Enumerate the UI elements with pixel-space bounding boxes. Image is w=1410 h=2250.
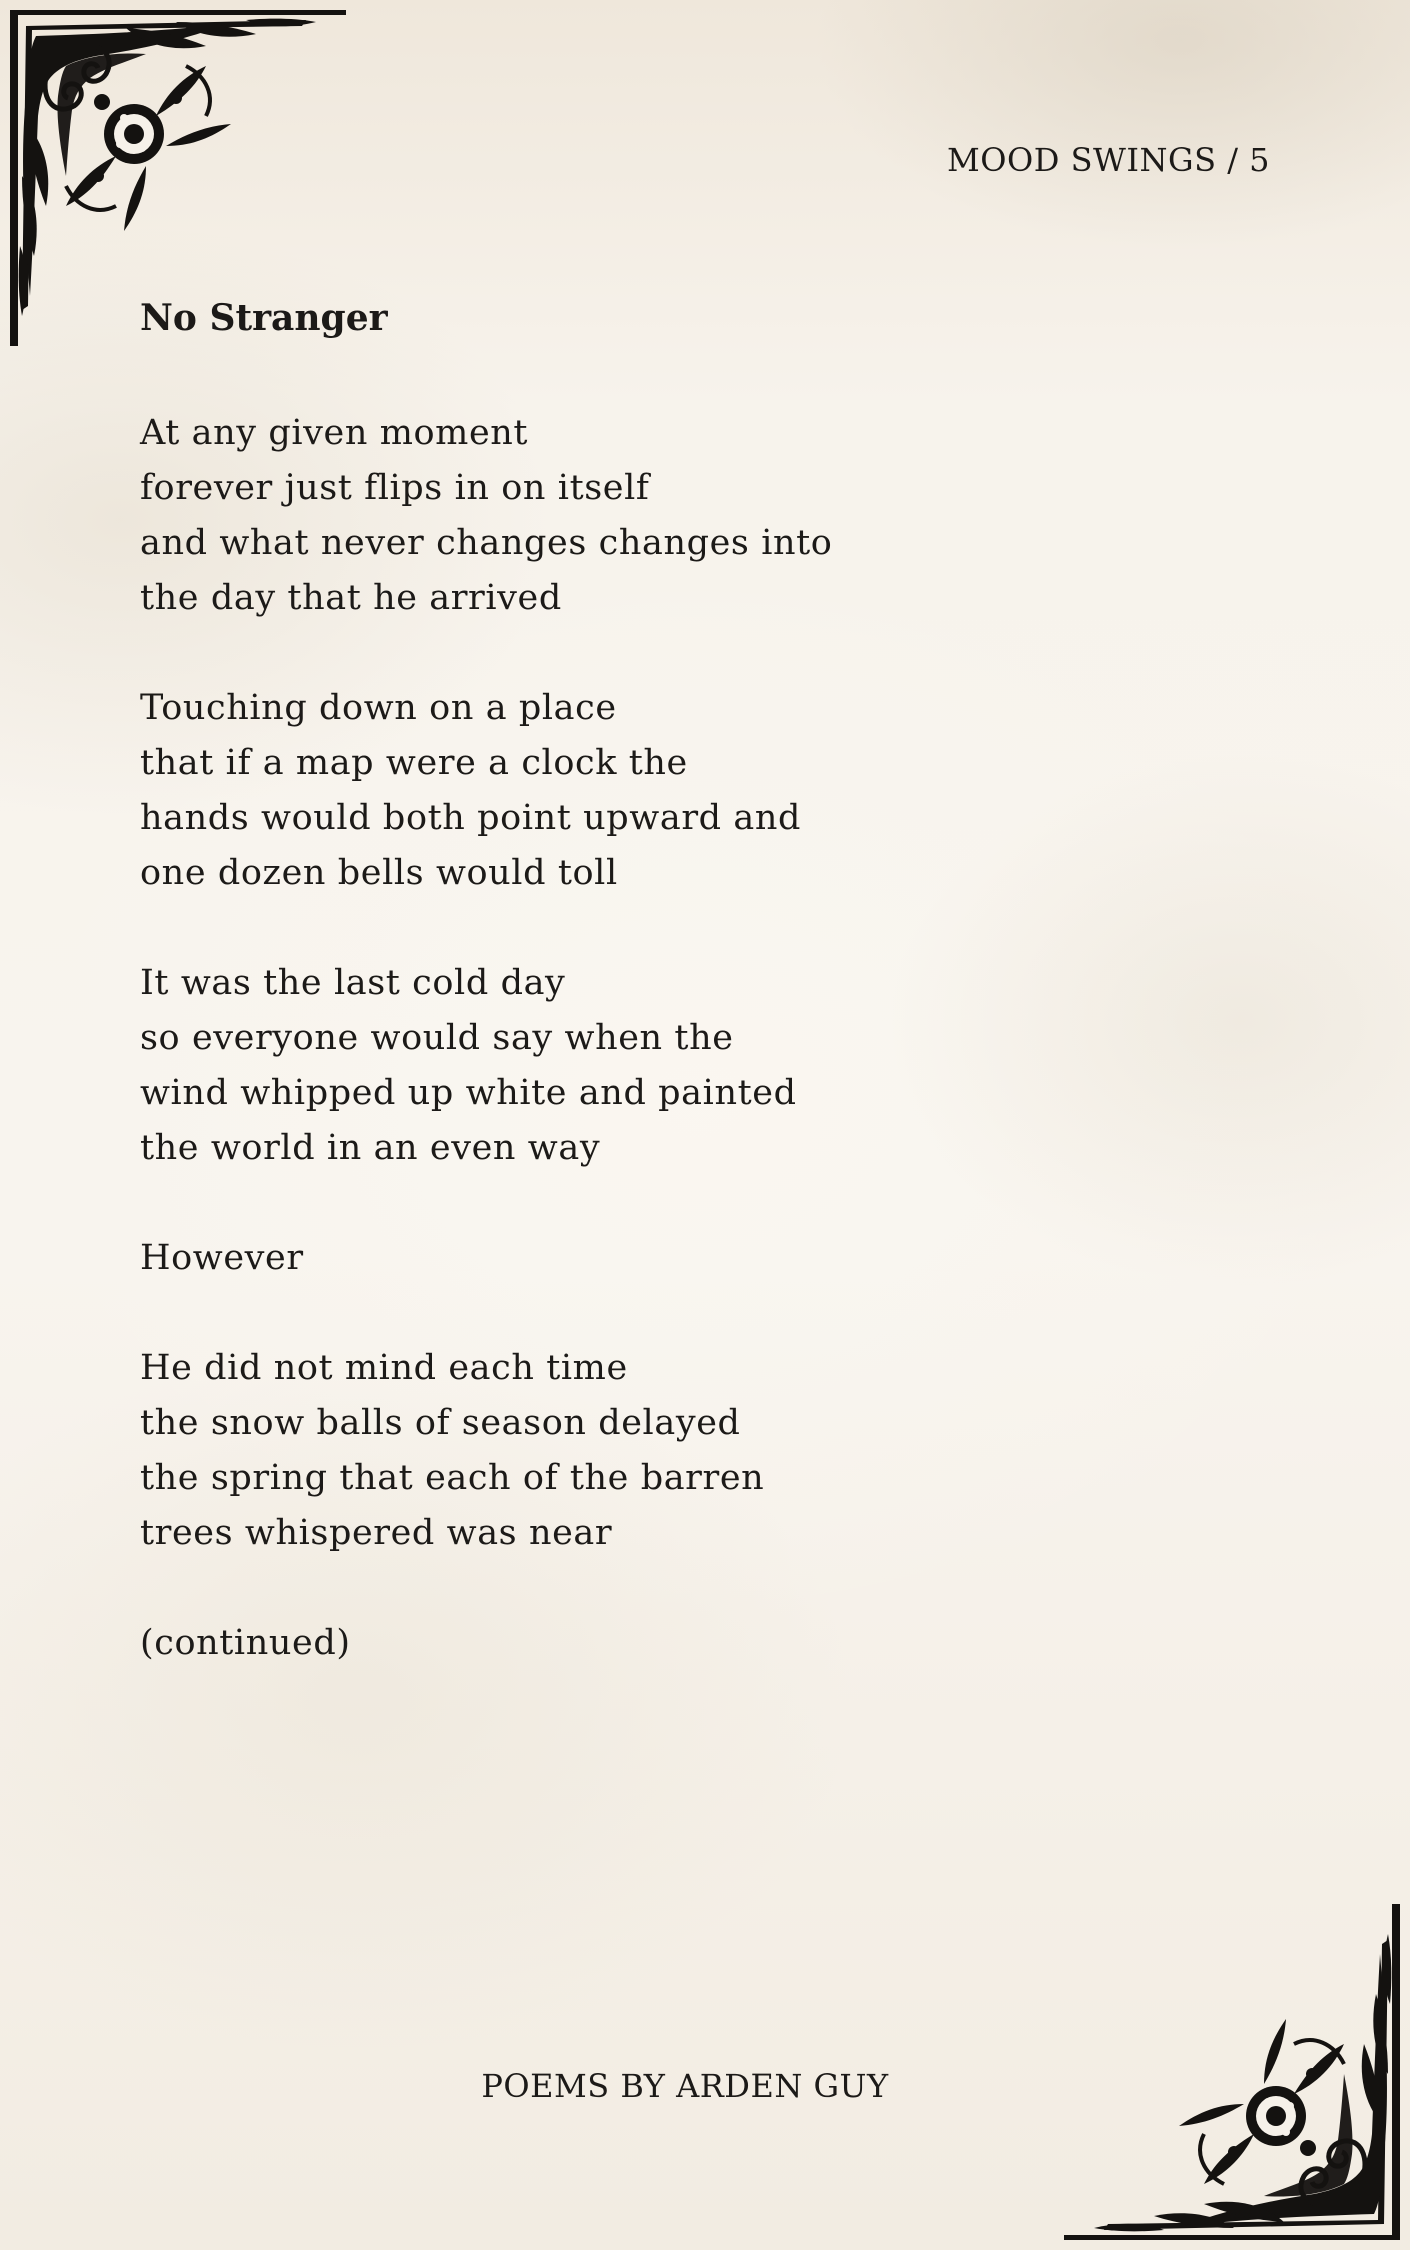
- poem-line: the day that he arrived: [140, 578, 562, 618]
- poem-line: trees whispered was near: [140, 1513, 613, 1553]
- poem-title: No Stranger: [140, 297, 388, 339]
- floral-corner-ornament-icon: [1059, 1899, 1404, 2244]
- poem-line: and what never changes changes into: [140, 523, 833, 563]
- poem-line: hands would both point upward and: [140, 798, 801, 838]
- poem-line: the snow balls of season delayed: [140, 1403, 741, 1443]
- running-header: [947, 141, 1270, 179]
- poem-line: the world in an even way: [140, 1128, 601, 1168]
- poem-line: that if a map were a clock the: [140, 743, 688, 783]
- poem: [140, 296, 1040, 1671]
- poem-line: He did not mind each time: [140, 1348, 628, 1388]
- poem-line: However: [140, 1238, 304, 1278]
- page-number: 5: [1249, 141, 1270, 179]
- poem-line: one dozen bells would toll: [140, 853, 618, 893]
- poem-line: so everyone would say when the: [140, 1018, 734, 1058]
- stanza-3: [140, 956, 1040, 1176]
- stanza-2: [140, 681, 1040, 901]
- header-separator: /: [1216, 141, 1250, 179]
- author-footer: POEMS BY ARDEN GUY: [481, 2067, 889, 2105]
- poem-line: the spring that each of the barren: [140, 1458, 765, 1498]
- stanza-5: [140, 1341, 1040, 1561]
- poem-line: It was the last cold day: [140, 963, 566, 1003]
- poem-line: forever just flips in on itself: [140, 468, 650, 508]
- stanza-1: [140, 406, 1040, 626]
- poem-line: Touching down on a place: [140, 688, 617, 728]
- book-title: MOOD SWINGS: [947, 141, 1217, 179]
- poem-line: wind whipped up white and painted: [140, 1073, 797, 1113]
- stanza-4: [140, 1231, 1040, 1286]
- continued-note: (continued): [140, 1623, 351, 1663]
- poem-line: At any given moment: [140, 413, 529, 453]
